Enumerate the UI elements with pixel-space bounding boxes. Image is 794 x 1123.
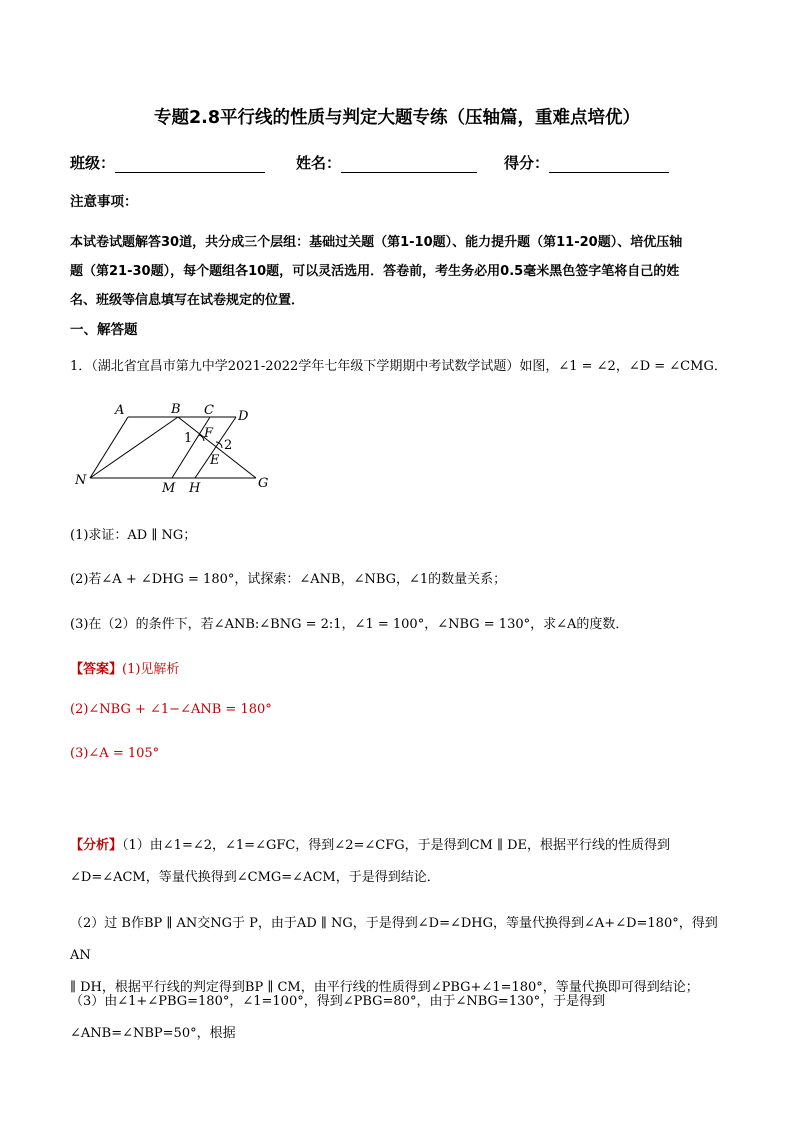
point-label-a: A (115, 403, 125, 418)
analysis-text: （1）由∠1=∠2，∠1=∠GFC，得到∠2=∠CFG，于是得到CM ∥ DE，根据平行线的性质得到 (122, 838, 671, 853)
name-blank[interactable] (341, 156, 477, 173)
analysis-line: ∠D=∠ACM，等量代换得到∠CMG=∠ACM，于是得到结论． (70, 870, 440, 885)
segment-nb (90, 417, 178, 478)
score-label: 得分： (504, 154, 550, 172)
answer-3: (3)∠A = 105° (70, 746, 160, 761)
student-info-row (70, 152, 730, 178)
question-1-part-1: (1)求证：AD ∥ NG； (70, 528, 197, 543)
point-label-g: G (258, 476, 269, 491)
question-1-stem: 1．（湖北省宜昌市第九中学2021-2022学年七年级下学期期中考试数学试题）如图，∠1 = ∠2，∠D = ∠CMG． (70, 359, 727, 374)
point-label-m: M (162, 481, 176, 496)
notes-body (70, 228, 726, 315)
score-field (504, 152, 669, 173)
name-label: 姓名： (296, 154, 342, 172)
analysis-line: （2）过 B作BP ∥ AN交NG于 P，由于AD ∥ NG，于是得到∠D=∠DHG，等量代换得到∠A+∠D=180°，得到AN (70, 916, 718, 963)
answer-tag: 【答案】 (70, 662, 123, 677)
question-1-part-2: (2)若∠A + ∠DHG = 180°，试探索：∠ANB，∠NBG，∠1的数量关系； (70, 572, 507, 587)
notes-line: 本试卷试题解答30道，共分成三个层组：基础过关题（第1-10题）、能力提升题（第11-20题）、培优压轴 (70, 235, 683, 250)
question-1-part-3: (3)在（2）的条件下，若∠ANB:∠BNG = 2:1，∠1 = 100°，∠NBG = 130°，求∠A的度数． (70, 617, 629, 632)
analysis-line: ∥ DH，根据平行线的判定得到BP ∥ CM，由平行线的性质得到∠PBG+∠1=180°，等量代换即可得到结论； (70, 980, 699, 995)
segment-an (90, 417, 128, 478)
section-heading: 一、解答题 (70, 322, 138, 338)
name-field (296, 152, 477, 173)
notes-line: 题（第21-30题），每个题组各10题，可以灵活选用．答卷前，考生务必用0.5毫米黑色签字笔将自己的姓 (70, 264, 680, 279)
point-label-d: D (238, 409, 249, 424)
analysis-line (70, 830, 730, 862)
geometry-figure (70, 398, 290, 498)
class-field (70, 152, 265, 173)
analysis-tag: 【分析】 (70, 838, 123, 853)
point-label-f: F (204, 426, 214, 441)
answer-line-1 (70, 658, 179, 677)
answer-2: (2)∠NBG + ∠1−∠ANB = 180° (70, 702, 272, 717)
analysis-part-1 (70, 830, 730, 894)
class-blank[interactable] (115, 156, 265, 173)
point-label-h: H (189, 481, 201, 496)
point-label-e: E (210, 453, 220, 468)
notes-line: 名、班级等信息填写在试卷规定的位置． (70, 293, 305, 308)
point-label-c: C (204, 403, 214, 418)
score-blank[interactable] (549, 156, 669, 173)
notes-heading: 注意事项： (70, 194, 138, 210)
angle-label-2: 2 (224, 438, 233, 453)
analysis-line: （3）由∠1+∠PBG=180°，∠1=100°，得到∠PBG=80°，由于∠NBG=130°，于是得到∠ANB=∠NBP=50°，根据 (70, 994, 606, 1041)
analysis-part-3 (70, 986, 730, 1050)
class-label: 班级： (70, 154, 116, 172)
angle-label-1: 1 (184, 431, 193, 446)
answer-1: (1)见解析 (122, 662, 180, 677)
point-label-n: N (75, 473, 87, 488)
segment-bg (178, 417, 256, 478)
point-label-b: B (171, 402, 181, 417)
page-title: 专题2.8平行线的性质与判定大题专练（压轴篇，重难点培优） (154, 108, 640, 128)
